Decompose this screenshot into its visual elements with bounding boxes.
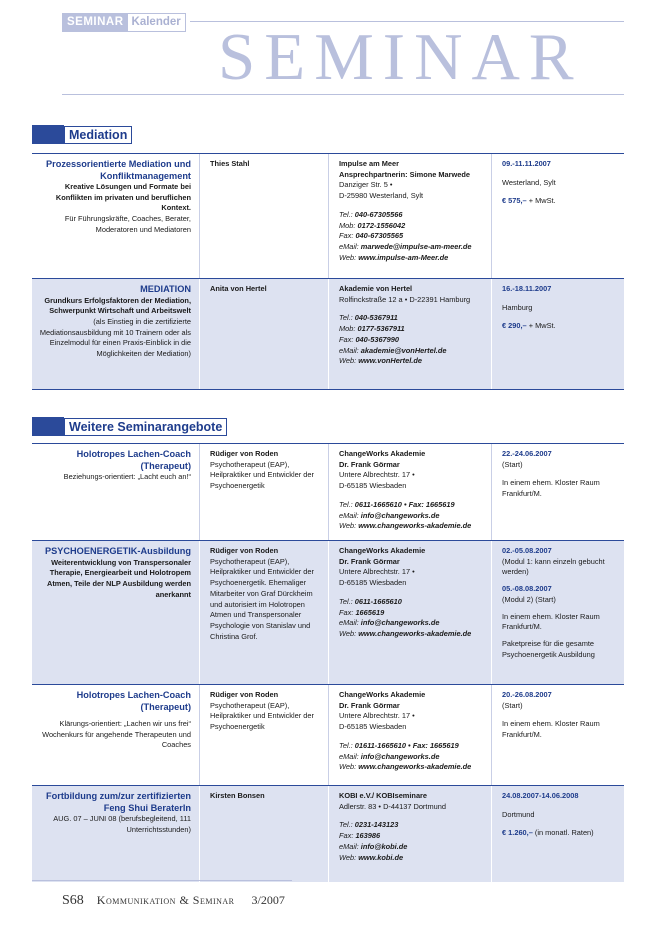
tel-label: Tel.: (339, 596, 353, 606)
seminar-description: (als Einstieg in die zertifizierte Mediationsausbildung mit 10 Trainern oder als Einzelmodul für einen Praxis-Einblick in die Möglichkeiten der Mediation) (39, 316, 191, 359)
mob-label: Mob: (339, 220, 356, 230)
contact-cell (328, 541, 491, 684)
date-cell (491, 786, 624, 882)
contact-cell (328, 444, 491, 540)
date-cell (491, 279, 624, 389)
seminar-title: Holotropes Lachen-Coach (Therapeut) (76, 449, 191, 471)
fax-value: 040-67305565 (355, 231, 404, 241)
seminar-table-weitere (32, 444, 624, 882)
seminar-price: € 290,– (502, 321, 527, 331)
address-line: D-25980 Westerland, Sylt (339, 191, 424, 201)
trainer-cell (199, 685, 328, 785)
seminar-place: In einem ehem. Kloster Raum Frankfurt/M. (502, 611, 600, 632)
seminar-subtitle: Weiterentwicklung von Transpersonaler Therapie, Energiearbeit und Holotropem Atmen, Teile der NLP Ausbildung werden anerkannt (47, 557, 191, 599)
trainer-name: Kirsten Bonsen (210, 791, 265, 800)
tel-label: Tel.: (339, 820, 353, 830)
mob-value: 0177-5367911 (357, 324, 405, 334)
seminar-date: 16.-18.11.2007 (502, 284, 552, 293)
web-label: Web: (339, 852, 357, 862)
email-link[interactable]: info@changeworks.de (360, 618, 440, 628)
email-link[interactable]: info@kobi.de (360, 841, 408, 851)
seminar-price: € 575,– (502, 196, 527, 206)
tel-label: Tel.: (339, 499, 353, 509)
date-cell (491, 685, 624, 785)
organizer-name: ChangeWorks Akademie (339, 449, 426, 458)
seminar-title-cell (32, 444, 199, 540)
email-label: eMail: (339, 345, 359, 355)
seminar-title-cell (32, 786, 199, 882)
fax-label: Fax: (339, 334, 354, 344)
contact-cell (328, 154, 491, 278)
price-suffix: + MwSt. (526, 321, 556, 331)
section-marker (32, 125, 64, 144)
trainer-name: Thies Stahl (210, 159, 250, 168)
tel-label: Tel.: (339, 209, 353, 219)
fax-label: Fax: (339, 231, 354, 241)
tel-fax-value: 01611-1665610 • Fax: 1665619 (354, 740, 459, 750)
trainer-description: Psychotherapeut (EAP), Heilpraktiker und Entwickler der Psychoenergetik (210, 459, 314, 491)
address-line: Untere Albrechtstr. 17 • (339, 711, 415, 721)
organizer-name: ChangeWorks Akademie (339, 690, 426, 699)
table-row (32, 541, 624, 685)
trainer-cell (199, 279, 328, 389)
header-label-seminar: SEMINAR (63, 14, 128, 31)
seminar-title: Fortbildung zum/zur zertifizierten Feng Shui BeraterIn (46, 791, 191, 813)
header-rule-bottom (62, 94, 624, 95)
page-number: S68 (62, 893, 84, 908)
seminar-subtitle: Grundkurs Erfolgsfaktoren der Mediation, Schwerpunkt Wirtschaft und Arbeitswelt (44, 295, 191, 316)
price-suffix: + MwSt. (526, 196, 556, 206)
mob-value: 0172-1556042 (357, 220, 406, 230)
seminar-title: Prozessorientierte Mediation und Konfliktmanagement (46, 159, 191, 181)
organizer-name: ChangeWorks Akademie (339, 546, 426, 555)
date-note: (Start) (502, 459, 523, 469)
fax-label: Fax: (339, 831, 354, 841)
date-cell (491, 541, 624, 684)
trainer-cell (199, 541, 328, 684)
section-header-weitere (32, 417, 227, 436)
seminar-title: PSYCHOENERGETIK-Ausbildung (45, 546, 191, 556)
address-line: D-65185 Wiesbaden (339, 722, 407, 732)
address-line: Untere Albrechtstr. 17 • (339, 470, 415, 480)
date-note: (Modul 1: kann einzeln gebucht werden) (502, 556, 605, 577)
trainer-description: Psychotherapeut (EAP), Heilpraktiker und Entwickler der Psychoenergetik. Ehemaliger Mitarbeiter von Graf Dürckheim und autorisiert im Holotropen Atmen und Transpersonaler Psychologie von Stanislav und Christina Grof. (210, 556, 314, 641)
email-label: eMail: (339, 751, 359, 761)
seminar-description: Beziehungs-orientiert: „Lacht euch an!“ (63, 472, 191, 481)
contact-person: Ansprechpartnerin: Simone Marwede (339, 169, 471, 179)
web-label: Web: (339, 356, 357, 366)
section-header-mediation (32, 125, 132, 144)
trainer-name: Rüdiger von Roden (210, 546, 279, 555)
email-link[interactable]: info@changeworks.de (360, 751, 440, 761)
web-link[interactable]: www.impulse-am-Meer.de (358, 252, 449, 262)
fax-value: 1665619 (355, 607, 385, 617)
trainer-description: Psychotherapeut (EAP), Heilpraktiker und Entwickler der Psychoenergetik (210, 700, 314, 732)
page-footer (62, 891, 285, 911)
seminar-description: Klärungs-orientiert: „Lachen wir uns frei“ Wochenkurs für angehende Therapeuten und Coaches (42, 719, 191, 750)
tel-value: 0231-143123 (354, 820, 399, 830)
email-label: eMail: (339, 510, 359, 520)
date-note-2: (Modul 2) (Start) (502, 594, 556, 604)
table-row (32, 786, 624, 882)
tel-value: 040-67305566 (354, 209, 403, 219)
contact-cell (328, 786, 491, 882)
web-label: Web: (339, 762, 357, 772)
contact-cell (328, 685, 491, 785)
organizer-name: Akademie von Hertel (339, 284, 413, 293)
contact-person: Dr. Frank Görmar (339, 556, 400, 566)
date-cell (491, 154, 624, 278)
organizer-name: Impulse am Meer (339, 159, 399, 168)
tel-value: 0611-1665610 (354, 596, 402, 606)
email-label: eMail: (339, 841, 359, 851)
tel-fax-value: 0611-1665610 • Fax: 1665619 (354, 499, 455, 509)
web-link[interactable]: www.changeworks-akademie.de (358, 762, 472, 772)
seminar-place: Westerland, Sylt (502, 177, 556, 187)
seminar-place: Dortmund (502, 809, 535, 819)
header-label (62, 13, 186, 32)
organizer-name: KOBI e.V./ KOBIseminare (339, 791, 428, 800)
seminar-description: Für Führungskräfte, Coaches, Berater, Moderatoren und Mediatoren (64, 214, 191, 234)
trainer-name: Rüdiger von Roden (210, 690, 279, 699)
web-label: Web: (339, 252, 357, 262)
seminar-date: 22.-24.06.2007 (502, 449, 552, 458)
email-label: eMail: (339, 618, 359, 628)
price-suffix: (in monatl. Raten) (532, 828, 594, 838)
seminar-title-cell (32, 541, 199, 684)
web-link[interactable]: www.changeworks-akademie.de (358, 521, 472, 531)
web-label: Web: (339, 629, 357, 639)
seminar-price: € 1.260,– (502, 828, 533, 838)
mob-label: Mob: (339, 324, 356, 334)
trainer-cell (199, 154, 328, 278)
seminar-title: Holotropes Lachen-Coach (Therapeut) (76, 690, 191, 712)
seminar-date: 24.08.2007-14.06.2008 (502, 791, 579, 800)
web-link[interactable]: www.changeworks-akademie.de (358, 629, 472, 639)
seminar-title-cell (32, 685, 199, 785)
seminar-date: 20.-26.08.2007 (502, 690, 552, 699)
issue-number: 3/2007 (251, 893, 285, 907)
seminar-price-note: Paketpreise für die gesamte Psychoenergetik Ausbildung (502, 639, 595, 659)
seminar-title-cell (32, 154, 199, 278)
seminar-title-cell (32, 279, 199, 389)
trainer-name: Rüdiger von Roden (210, 449, 279, 458)
contact-person: Dr. Frank Görmar (339, 700, 400, 710)
address-line: Danziger Str. 5 • (339, 180, 393, 190)
web-link[interactable]: www.vonHertel.de (358, 356, 422, 366)
email-link[interactable]: marwede@impulse-am-meer.de (360, 242, 472, 252)
table-row (32, 444, 624, 541)
email-link[interactable]: info@changeworks.de (360, 510, 440, 520)
tel-label: Tel.: (339, 313, 353, 323)
seminar-place: In einem ehem. Kloster Raum Frankfurt/M. (502, 719, 600, 740)
address-line: D-65185 Wiesbaden (339, 578, 407, 588)
seminar-description: AUG. 07 – JUNI 08 (berufsbegleitend, 111 Unterrichtsstunden) (53, 814, 191, 834)
seminar-table-mediation (32, 154, 624, 390)
seminar-place: Hamburg (502, 302, 533, 312)
contact-person: Dr. Frank Görmar (339, 459, 400, 469)
table-row (32, 279, 624, 390)
address-line: D-65185 Wiesbaden (339, 481, 407, 491)
trainer-cell (199, 786, 328, 882)
seminar-date: 09.-11.11.2007 (502, 159, 551, 168)
date-note: (Start) (502, 700, 523, 710)
contact-cell (328, 279, 491, 389)
page-title: SEMINAR (218, 20, 583, 94)
email-label: eMail: (339, 242, 359, 252)
address-line: Rolfinckstraße 12 a • D-22391 Hamburg (339, 294, 471, 304)
tel-value: 040-5367911 (354, 313, 398, 323)
tel-label: Tel.: (339, 740, 353, 750)
section-marker (32, 417, 64, 436)
table-row (32, 685, 624, 786)
fax-label: Fax: (339, 607, 354, 617)
magazine-name: Kommunikation & Seminar (96, 893, 235, 907)
web-link[interactable]: www.kobi.de (358, 852, 404, 862)
table-row (32, 154, 624, 279)
seminar-title: MEDIATION (140, 284, 191, 294)
address-line: Untere Albrechtstr. 17 • (339, 567, 415, 577)
seminar-date: 02.-05.08.2007 (502, 546, 552, 555)
web-label: Web: (339, 521, 357, 531)
trainer-name: Anita von Hertel (210, 284, 267, 293)
section-title: Mediation (64, 126, 132, 144)
fax-value: 163986 (355, 831, 381, 841)
trainer-cell (199, 444, 328, 540)
section-title: Weitere Seminarangebote (64, 418, 227, 436)
date-cell (491, 444, 624, 540)
address-line: Adlerstr. 83 • D-44137 Dortmund (339, 801, 446, 811)
fax-value: 040-5367990 (355, 334, 400, 344)
seminar-subtitle: Kreative Lösungen und Formate bei Konflikten im privaten und beruflichen Kontext. (55, 182, 191, 213)
header-label-kalender: Kalender (128, 14, 185, 31)
footer-rule (32, 880, 292, 881)
seminar-place: In einem ehem. Kloster Raum Frankfurt/M. (502, 478, 600, 499)
seminar-date-2: 05.-08.08.2007 (502, 584, 552, 594)
email-link[interactable]: akademie@vonHertel.de (360, 345, 447, 355)
